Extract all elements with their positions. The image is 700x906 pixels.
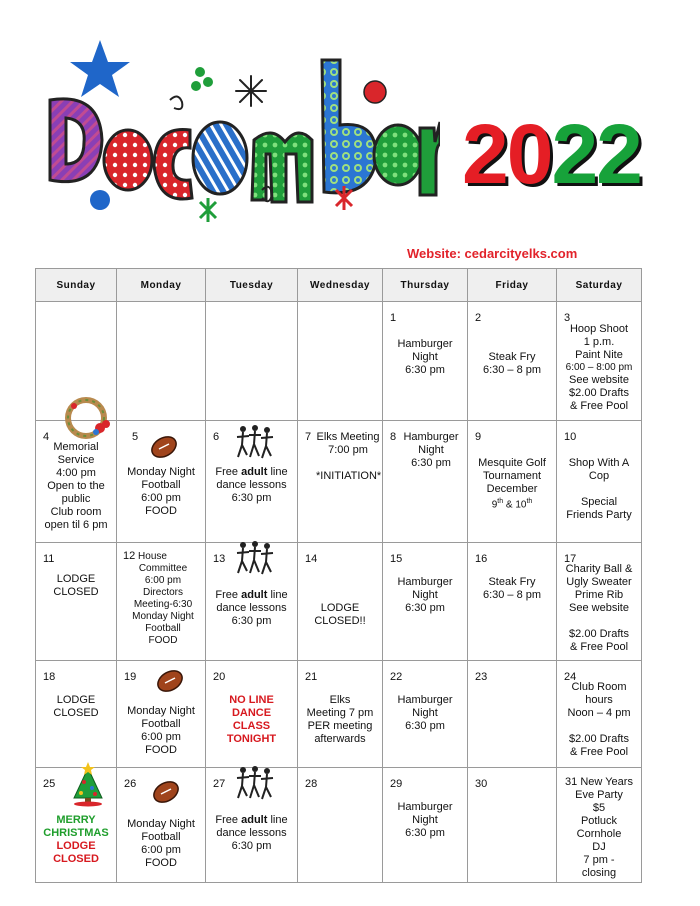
event-line: Directors — [142, 587, 183, 598]
event-line: & Free Pool — [569, 641, 629, 653]
event-line: Friends Party — [566, 509, 632, 521]
day-cell — [298, 768, 383, 883]
day-cell — [383, 302, 468, 421]
line-dancers-icon — [234, 539, 274, 579]
weekday-header: Wednesday — [298, 269, 383, 302]
event-line: 31 New Years — [565, 776, 633, 788]
year-part-red: 20 — [462, 107, 552, 201]
week-row — [36, 661, 642, 768]
december-title-art — [40, 30, 440, 230]
event-line: Charity Ball & — [565, 563, 633, 575]
day-number: 26 — [124, 778, 137, 790]
event-line: 4:00 pm — [56, 467, 96, 479]
event-line: Elks Meeting — [316, 431, 380, 443]
event-line: Meeting 7 pm — [306, 707, 374, 719]
day-number: 17 — [564, 553, 577, 565]
day-cell — [117, 661, 206, 768]
day-cell — [557, 421, 642, 543]
day-events — [119, 466, 203, 518]
website-text: Website: cedarcityelks.com — [407, 246, 578, 261]
event-line: 6:30 pm — [405, 602, 445, 614]
event-line: FOOD — [145, 505, 177, 517]
event-line: Ugly Sweater — [566, 576, 632, 588]
event-line: 6:30 pm — [231, 615, 272, 627]
day-events — [208, 814, 295, 853]
day-number: 6 — [213, 431, 220, 443]
day-cell — [557, 302, 642, 421]
event-line: 6:30 pm — [231, 840, 272, 852]
wreath-icon — [60, 394, 116, 442]
day-number: 28 — [305, 778, 318, 790]
weekday-header: Sunday — [36, 269, 117, 302]
event-line: Monday Night — [127, 705, 195, 717]
day-number: 11 — [43, 553, 55, 565]
day-number: 15 — [390, 553, 403, 565]
event-line: Cop — [588, 470, 610, 482]
day-number: 14 — [305, 553, 318, 565]
event-line: CLOSED — [53, 853, 99, 865]
day-events — [559, 323, 639, 413]
day-number: 22 — [390, 671, 403, 683]
week-row — [36, 768, 642, 883]
event-line: Monday Night — [132, 611, 194, 622]
week-row — [36, 302, 642, 421]
event-line: See website — [569, 602, 629, 614]
day-number: 4 — [43, 431, 50, 443]
football-icon — [151, 778, 181, 806]
event-line: hours — [585, 694, 613, 706]
day-cell — [298, 421, 383, 543]
day-number: 30 — [475, 778, 488, 790]
day-number: 21 — [305, 671, 318, 683]
event-line: Memorial — [53, 441, 99, 453]
day-cell — [468, 661, 557, 768]
day-events — [208, 466, 295, 505]
event-line: 6:00 pm — [141, 844, 181, 856]
day-number: 1 — [390, 312, 397, 324]
event-line: 6:30 pm — [405, 720, 445, 732]
event-line: Paint Nite — [575, 349, 623, 361]
christmas-tree-icon — [68, 760, 108, 808]
day-events — [119, 705, 203, 757]
event-line: FOOD — [145, 744, 177, 756]
event-line: Prime Rib — [574, 589, 624, 601]
day-events — [38, 694, 114, 720]
event-line: Monday Night — [127, 818, 195, 830]
event-line: *INITIATION* — [316, 470, 382, 482]
calendar-grid — [35, 268, 642, 883]
day-cell — [117, 543, 206, 661]
event-line: Committee — [138, 563, 188, 574]
day-events — [385, 801, 465, 840]
event-line: NO LINE — [229, 694, 274, 706]
event-line: Free adult line — [215, 814, 288, 826]
event-line: LODGE — [320, 602, 360, 614]
day-cell — [36, 543, 117, 661]
day-events — [397, 431, 465, 470]
day-events — [470, 351, 554, 377]
event-line: CLOSED — [53, 586, 99, 598]
day-number: 8 — [390, 431, 397, 443]
event-line: See website — [569, 374, 629, 386]
event-line: public — [61, 493, 91, 505]
event-line: Hamburger — [397, 801, 453, 813]
football-icon — [155, 667, 185, 695]
event-line: 1 p.m. — [583, 336, 615, 348]
week-row — [36, 543, 642, 661]
weekday-header: Monday — [117, 269, 206, 302]
line-dancers-icon — [234, 764, 274, 804]
event-line: MERRY — [56, 814, 96, 826]
event-line: Elks — [329, 694, 351, 706]
day-events — [208, 694, 295, 746]
day-cell — [298, 543, 383, 661]
event-line: Football — [145, 623, 181, 634]
event-line: dance lessons — [216, 602, 287, 614]
event-line: Steak Fry — [488, 576, 536, 588]
event-line: DJ — [592, 841, 606, 853]
event-line: Club Room — [571, 681, 627, 693]
event-line: Hoop Shoot — [569, 323, 629, 335]
event-line: Monday Night — [127, 466, 195, 478]
event-line: 7 pm - — [583, 854, 615, 866]
day-cell — [468, 302, 557, 421]
day-cell — [557, 543, 642, 661]
day-cell-empty — [298, 302, 383, 421]
event-line: 6:30 pm — [405, 364, 445, 376]
event-line: Free adult line — [215, 589, 288, 601]
event-line: Potluck — [580, 815, 618, 827]
event-line: 6:30 pm — [405, 827, 445, 839]
day-number: 24 — [564, 671, 577, 683]
event-line: $5 — [592, 802, 606, 814]
day-cell — [36, 421, 117, 543]
event-line: 6:30 – 8 pm — [482, 589, 542, 601]
event-line: CLOSED!! — [314, 615, 366, 627]
day-events — [559, 563, 639, 654]
event-line: TONIGHT — [226, 733, 277, 745]
day-events — [470, 576, 554, 602]
day-number: 25 — [43, 778, 56, 790]
event-line: CHRISTMAS — [43, 827, 109, 839]
event-line: Open to the — [47, 480, 105, 492]
event-line: 6:00 pm — [141, 731, 181, 743]
event-line: CLOSED — [53, 707, 99, 719]
event-line: afterwards — [314, 733, 366, 745]
event-line: & Free Pool — [569, 746, 629, 758]
event-line: $2.00 Drafts — [569, 733, 629, 745]
day-events — [385, 694, 465, 733]
event-line: Club room — [50, 506, 102, 518]
event-line: DANCE — [231, 707, 272, 719]
event-line: 6:30 pm — [411, 457, 451, 469]
event-line: Hamburger — [397, 694, 453, 706]
weekday-header-row — [36, 269, 642, 302]
event-line: Hamburger — [397, 576, 453, 588]
event-line: 6:30 – 8 pm — [482, 364, 542, 376]
event-line: LODGE — [56, 573, 96, 585]
event-line: 9th & 10th — [491, 498, 533, 511]
event-line: $2.00 Drafts — [569, 387, 629, 399]
day-events — [123, 550, 203, 647]
day-cell — [468, 768, 557, 883]
event-line: Service — [57, 454, 95, 466]
day-cell — [468, 421, 557, 543]
event-line: Steak Fry — [488, 351, 536, 363]
event-line: Free adult line — [215, 466, 288, 478]
event-line: & Free Pool — [569, 400, 629, 412]
day-events — [385, 338, 465, 377]
event-line: PER meeting — [307, 720, 373, 732]
day-cell-empty — [117, 302, 206, 421]
day-cell — [206, 543, 298, 661]
event-line: open til 6 pm — [44, 519, 108, 531]
event-line: CLASS — [232, 720, 271, 732]
day-number: 5 — [132, 431, 139, 443]
day-number: 18 — [43, 671, 56, 683]
day-events — [470, 457, 554, 511]
day-cell — [206, 768, 298, 883]
event-line: Football — [141, 831, 181, 843]
event-line: Eve Party — [575, 789, 623, 801]
day-cell — [206, 421, 298, 543]
day-cell — [557, 661, 642, 768]
event-line: Football — [141, 479, 181, 491]
day-number: 13 — [213, 553, 226, 565]
day-number: 9 — [475, 431, 482, 443]
day-cell — [36, 661, 117, 768]
event-line: Hamburger — [403, 431, 459, 443]
day-events — [38, 441, 114, 532]
day-number: 10 — [564, 431, 577, 443]
day-events — [385, 576, 465, 615]
day-number: 20 — [213, 671, 226, 683]
event-line: Tournament — [482, 470, 542, 482]
day-cell — [383, 768, 468, 883]
day-events — [208, 589, 295, 628]
day-number: 3 — [564, 312, 571, 324]
day-cell — [383, 421, 468, 543]
day-number: 7 — [305, 431, 312, 443]
event-line: 6:00 – 8:00 pm — [565, 362, 633, 373]
event-line: Night — [412, 814, 438, 826]
day-cell — [383, 543, 468, 661]
day-cell-empty — [206, 302, 298, 421]
event-line: dance lessons — [216, 827, 287, 839]
weekday-header: Tuesday — [206, 269, 298, 302]
event-line: Shop With A — [568, 457, 630, 469]
event-line: Night — [412, 707, 438, 719]
event-line: FOOD — [148, 635, 178, 646]
weekday-header: Friday — [468, 269, 557, 302]
day-cell — [298, 661, 383, 768]
day-events — [316, 431, 380, 483]
event-line: Football — [141, 718, 181, 730]
day-events — [559, 457, 639, 522]
day-number: 16 — [475, 553, 488, 565]
event-line: Night — [412, 351, 438, 363]
event-line: 6:00 pm — [144, 575, 182, 586]
weekday-header: Saturday — [557, 269, 642, 302]
day-events — [559, 681, 639, 759]
day-events — [300, 602, 380, 628]
event-line: dance lessons — [216, 479, 287, 491]
event-line: 7:00 pm — [328, 444, 368, 456]
event-line: Hamburger — [397, 338, 453, 350]
event-line: $2.00 Drafts — [569, 628, 629, 640]
day-events — [119, 818, 203, 870]
day-cell — [36, 768, 117, 883]
event-line: FOOD — [145, 857, 177, 869]
day-events — [559, 776, 639, 880]
event-line: 6:00 pm — [141, 492, 181, 504]
event-line: LODGE — [56, 840, 96, 852]
event-line: 12 House — [123, 550, 167, 562]
event-line: Night — [412, 589, 438, 601]
day-cell — [206, 661, 298, 768]
day-number: 19 — [124, 671, 137, 683]
event-line: Noon – 4 pm — [567, 707, 631, 719]
day-cell — [117, 768, 206, 883]
year-title — [462, 107, 641, 201]
day-events — [38, 573, 114, 599]
event-line: Meeting-6:30 — [133, 599, 193, 610]
day-cell — [117, 421, 206, 543]
day-cell — [468, 543, 557, 661]
day-cell — [557, 768, 642, 883]
event-line: closing — [581, 867, 617, 879]
day-number: 27 — [213, 778, 226, 790]
line-dancers-icon — [234, 423, 274, 463]
day-number: 23 — [475, 671, 488, 683]
event-line: 6:30 pm — [231, 492, 272, 504]
event-line: Mesquite Golf — [478, 457, 546, 469]
day-events — [300, 694, 380, 746]
event-line: Cornhole — [576, 828, 622, 840]
event-line: LODGE — [56, 694, 96, 706]
football-icon — [149, 434, 179, 460]
year-part-green: 22 — [551, 107, 641, 201]
event-line: Night — [418, 444, 444, 456]
week-row — [36, 421, 642, 543]
day-events — [38, 814, 114, 866]
weekday-header: Thursday — [383, 269, 468, 302]
event-line: December — [486, 483, 538, 495]
event-line: Special — [580, 496, 618, 508]
day-number: 2 — [475, 312, 482, 324]
day-cell — [383, 661, 468, 768]
day-number: 29 — [390, 778, 403, 790]
